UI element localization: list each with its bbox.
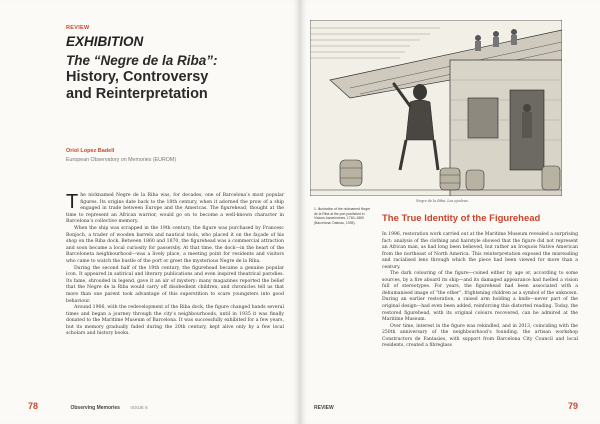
- paragraph: The nicknamed Negre de la Riba was, for decades, one of Barcelona’s most popular figures. Its origins date back to the 18th century, when it adorned the prow of a ship engaged in trade between Europe and the Americas. The figurehead, thought at the time to represent an African warrior, would go on to become a well-known character in Barcelona’s collective memory.: [66, 191, 284, 225]
- section-title: The True Identity of the Figurehead: [382, 213, 541, 224]
- drop-cap: T: [66, 191, 79, 213]
- title-line-1: The “Negre de la Riba”:: [66, 53, 218, 68]
- publication-name: Observing Memories: [70, 405, 120, 411]
- article-body-left: [66, 193, 284, 338]
- issue-label: ISSUE 6: [130, 405, 148, 410]
- paragraph: Around 1906, with the redevelopment of the Riba dock, the figure changed hands several times and began a journey through the city’s neighbourhoods, until in 1935 it was finally donated to the Maritime Museum of Barcelona. It was successfully exhibited for a few years, but its memory gradually faded during the 20th century, kept alive only by a few local scholars and history books.: [66, 305, 284, 337]
- paragraph: During the second half of the 19th century, the figurehead became a genuine popular icon. It appeared in satirical and literary publications and even inspired theatrical parodies. Its fame, shrouded in legend, gave it an air of mystery: many magazines reported the belief that the Negre de la Riba would carry off disobedient children, and chronicles tell us that more than one parent took advantage of this superstition to scare youngsters into good behaviour.: [66, 265, 284, 304]
- title-line-3: and Reinterpretation: [66, 86, 208, 102]
- right-page: [300, 0, 600, 424]
- paragraph: When the ship was scrapped in the 19th century, the figure was purchased by Francesc Bonjoch, a trader of wooden barrels and nautical tools, who placed it on the façade of his shop on the Riba dock. Between 1860 and 1870, the figurehead was a commercial attraction and soon became a local curiosity for passersby. At that time, the dock—in the heart of the Barceloneta neighbourhood—was a lively place, a meeting point for residents and visitors who came to watch the bustle of the port or greet the mysterious Negre de la Riba.: [66, 225, 284, 264]
- figurehead-illustration: [310, 20, 562, 196]
- paragraph: Over time, interest in the figure was rekindled, and in 2013, coinciding with the 250th anniversary of the neighbourhood’s founding, the artisan workshop Constructors de Fantasies, with support from Barcelona City Council and local residents, created a fibreglass: [382, 323, 578, 349]
- footer-section-label: REVIEW: [314, 405, 334, 411]
- illustration-caption: Negre de la Riba. Les ejudeus.: [416, 199, 469, 203]
- right-footer-page: [568, 396, 578, 414]
- page-number: 79: [567, 401, 578, 411]
- article-kicker: EXHIBITION: [66, 34, 144, 49]
- figure-caption: 1. Illustration of the nicknamed Negre de la Riba at the port published in Visions barcelonines, 1760–1860 (Barcelona: Dalmau, 1935).: [314, 207, 371, 225]
- author-affiliation: European Observatory on Memories (EUROM): [66, 157, 177, 163]
- article-title: [66, 52, 276, 103]
- right-footer-section: [314, 396, 334, 414]
- article-body-right: [382, 232, 578, 350]
- left-footer: [28, 396, 148, 414]
- paragraph: The dark colouring of the figure—coined either by age or, according to some sources, by a fire aboard its ship—and its damaged appearance had fuelled a vision full of stereotypes. For years, the figurehead had been associated with a dehumanised image of “the other”, frightening children as a symbol of the unknown. During an earlier restoration, a raised arm holding a knife—never part of the original design—had even been added, reinforcing this distorted reading. Today, the restored figurehead, with its original colours recovered, can be admired at the Maritime Museum.: [382, 271, 578, 323]
- section-label: REVIEW: [66, 25, 90, 31]
- title-line-2: History, Controversy: [66, 69, 209, 85]
- author-name: Oriol Lopez Badell: [66, 148, 115, 154]
- paragraph: In 1996, restoration work carried out at the Maritime Museum revealed a surprising fact: analysis of the clothing and hairstyle showed that the figure did not represent an African man, as had long been believed, but rather an Iroquois Native American from the northeast of North America. This reinterpretation exposed the misreading and racialised lens through which the piece had been viewed for more than a century.: [382, 232, 578, 270]
- page-number: 78: [28, 401, 39, 411]
